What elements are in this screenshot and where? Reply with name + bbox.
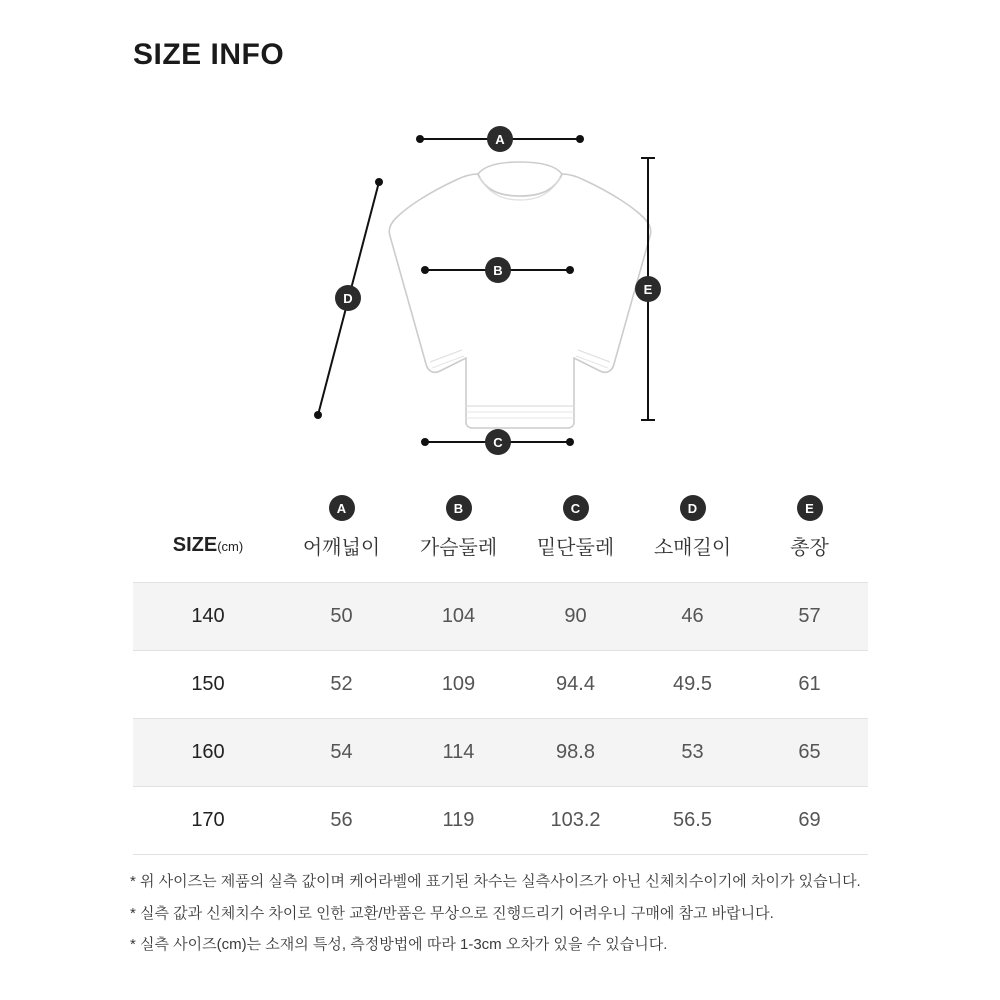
row-size: 140 bbox=[133, 583, 283, 651]
row-cell-shoulder: 56 bbox=[283, 787, 400, 855]
marker-a: A bbox=[487, 126, 513, 152]
row-cell-hem: 90 bbox=[517, 583, 634, 651]
header-size bbox=[133, 527, 283, 583]
marker-cell-b bbox=[400, 495, 517, 527]
table-row bbox=[133, 583, 868, 651]
table-header-row bbox=[133, 527, 868, 583]
row-cell-length: 57 bbox=[751, 583, 868, 651]
header-length: 총장 bbox=[790, 537, 829, 559]
row-size: 170 bbox=[133, 787, 283, 855]
row-cell-shoulder: 50 bbox=[283, 583, 400, 651]
note-line: * 실측 값과 신체치수 차이로 인한 교환/반품은 무상으로 진행드리기 어려우니 구매에 참고 바랍니다. bbox=[130, 904, 774, 922]
row-cell-hem: 103.2 bbox=[517, 787, 634, 855]
table-row bbox=[133, 787, 868, 855]
header-size-unit: (cm) bbox=[217, 539, 244, 554]
marker-d: D bbox=[335, 285, 361, 311]
circle-label-e: E bbox=[797, 495, 823, 521]
size-table bbox=[133, 495, 868, 855]
row-cell-sleeve: 46 bbox=[634, 583, 751, 651]
row-cell-chest: 109 bbox=[400, 651, 517, 719]
marker-b: B bbox=[485, 257, 511, 283]
note-line: * 위 사이즈는 제품의 실측 값이며 케어라벨에 표기된 차수는 실측사이즈가 아닌 신체치수이기에 차이가 있습니다. bbox=[130, 873, 861, 890]
header-shoulder: 어깨넓이 bbox=[302, 537, 381, 559]
row-cell-shoulder: 52 bbox=[283, 651, 400, 719]
row-cell-hem: 98.8 bbox=[517, 719, 634, 787]
row-cell-hem: 94.4 bbox=[517, 651, 634, 719]
header-hem: 밑단둘레 bbox=[536, 537, 615, 559]
marker-cell-a bbox=[283, 495, 400, 527]
notes-section bbox=[130, 872, 890, 967]
marker-cell-empty bbox=[133, 495, 283, 527]
row-cell-sleeve: 53 bbox=[634, 719, 751, 787]
row-size: 150 bbox=[133, 651, 283, 719]
circle-label-b: B bbox=[446, 495, 472, 521]
row-cell-length: 69 bbox=[751, 787, 868, 855]
row-cell-sleeve: 56.5 bbox=[634, 787, 751, 855]
circle-label-a: A bbox=[329, 495, 355, 521]
row-cell-chest: 114 bbox=[400, 719, 517, 787]
header-sleeve: 소매길이 bbox=[653, 537, 732, 559]
header-chest: 가슴둘레 bbox=[419, 537, 498, 559]
garment-diagram bbox=[280, 110, 720, 470]
circle-label-c: C bbox=[563, 495, 589, 521]
row-cell-chest: 104 bbox=[400, 583, 517, 651]
table-row bbox=[133, 719, 868, 787]
page-title: SIZE INFO bbox=[133, 38, 285, 71]
table-row bbox=[133, 651, 868, 719]
row-cell-shoulder: 54 bbox=[283, 719, 400, 787]
table-marker-row bbox=[133, 495, 868, 527]
size-table-wrapper bbox=[133, 495, 868, 855]
row-cell-length: 65 bbox=[751, 719, 868, 787]
row-cell-length: 61 bbox=[751, 651, 868, 719]
marker-cell-d bbox=[634, 495, 751, 527]
row-size: 160 bbox=[133, 719, 283, 787]
marker-cell-e bbox=[751, 495, 868, 527]
row-cell-chest: 119 bbox=[400, 787, 517, 855]
header-size-text: SIZE bbox=[172, 534, 218, 556]
circle-label-d: D bbox=[680, 495, 706, 521]
marker-e: E bbox=[635, 276, 661, 302]
marker-cell-c bbox=[517, 495, 634, 527]
row-cell-sleeve: 49.5 bbox=[634, 651, 751, 719]
note-line: * 실측 사이즈(cm)는 소재의 특성, 측정방법에 따라 1-3cm 오차가 있을 수 있습니다. bbox=[130, 936, 668, 953]
marker-c: C bbox=[485, 429, 511, 455]
